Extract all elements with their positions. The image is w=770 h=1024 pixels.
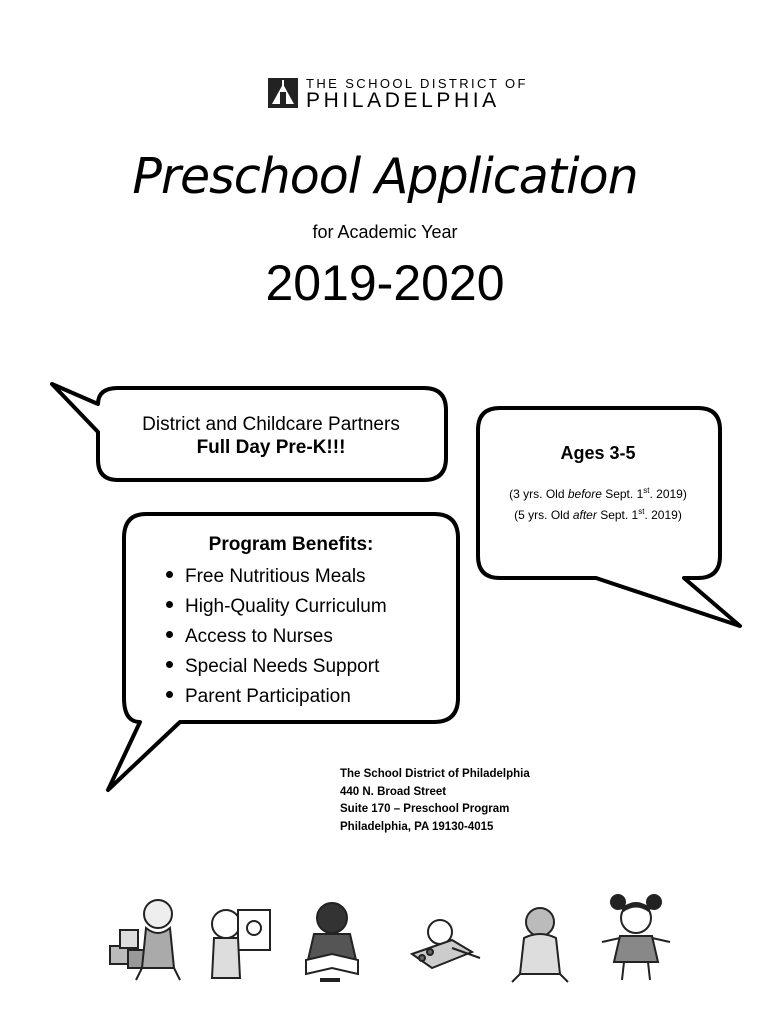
child-playing-on-floor-icon bbox=[412, 920, 480, 968]
benefits-list bbox=[166, 562, 387, 712]
ages-note-2: (5 yrs. Old after Sept. 1st. 2019) bbox=[514, 507, 682, 522]
address-line3: Suite 170 – Preschool Program bbox=[340, 803, 510, 815]
list-item: Free Nutritious Meals bbox=[166, 562, 387, 592]
list-item: High-Quality Curriculum bbox=[166, 592, 387, 622]
bullet-icon bbox=[166, 661, 173, 668]
page-title: Preschool Application bbox=[132, 148, 638, 205]
bullet-icon bbox=[166, 571, 173, 578]
page-subtitle: for Academic Year bbox=[312, 222, 458, 242]
list-item: Special Needs Support bbox=[166, 652, 387, 682]
bullet-icon bbox=[166, 601, 173, 608]
academic-year: 2019-2020 bbox=[265, 255, 505, 311]
children-illustrations bbox=[100, 888, 680, 988]
child-with-blocks-icon bbox=[110, 900, 180, 980]
list-item: Access to Nurses bbox=[166, 622, 387, 652]
benefits-heading: Program Benefits: bbox=[208, 534, 374, 555]
partners-line2 bbox=[96, 436, 446, 459]
ages-notes bbox=[478, 482, 718, 524]
child-holding-drawing-icon bbox=[212, 910, 270, 978]
partners-line2-bold: Full Day Pre-K!!! bbox=[196, 437, 346, 458]
bullet-icon bbox=[166, 691, 173, 698]
logo-line1: THE SCHOOL DISTRICT OF bbox=[306, 76, 528, 91]
bullet-icon bbox=[166, 631, 173, 638]
address-line1: The School District of Philadelphia bbox=[340, 768, 530, 780]
child-reading-book-icon bbox=[306, 903, 358, 980]
address-line2: 440 N. Broad Street bbox=[340, 785, 447, 798]
partners-bubble-text bbox=[96, 413, 446, 459]
address-line4: Philadelphia, PA 19130-4015 bbox=[340, 820, 494, 833]
ages-note-1: (3 yrs. Old before Sept. 1st. 2019) bbox=[509, 486, 687, 501]
list-item: Parent Participation bbox=[166, 682, 387, 712]
mailing-address bbox=[340, 766, 530, 836]
logo-line2: PHILADELPHIA bbox=[306, 89, 500, 112]
girl-with-hair-buns-icon bbox=[602, 895, 670, 980]
partners-line1: District and Childcare Partners bbox=[142, 414, 400, 435]
child-sitting-icon bbox=[512, 908, 568, 982]
ages-heading: Ages 3-5 bbox=[560, 443, 636, 463]
